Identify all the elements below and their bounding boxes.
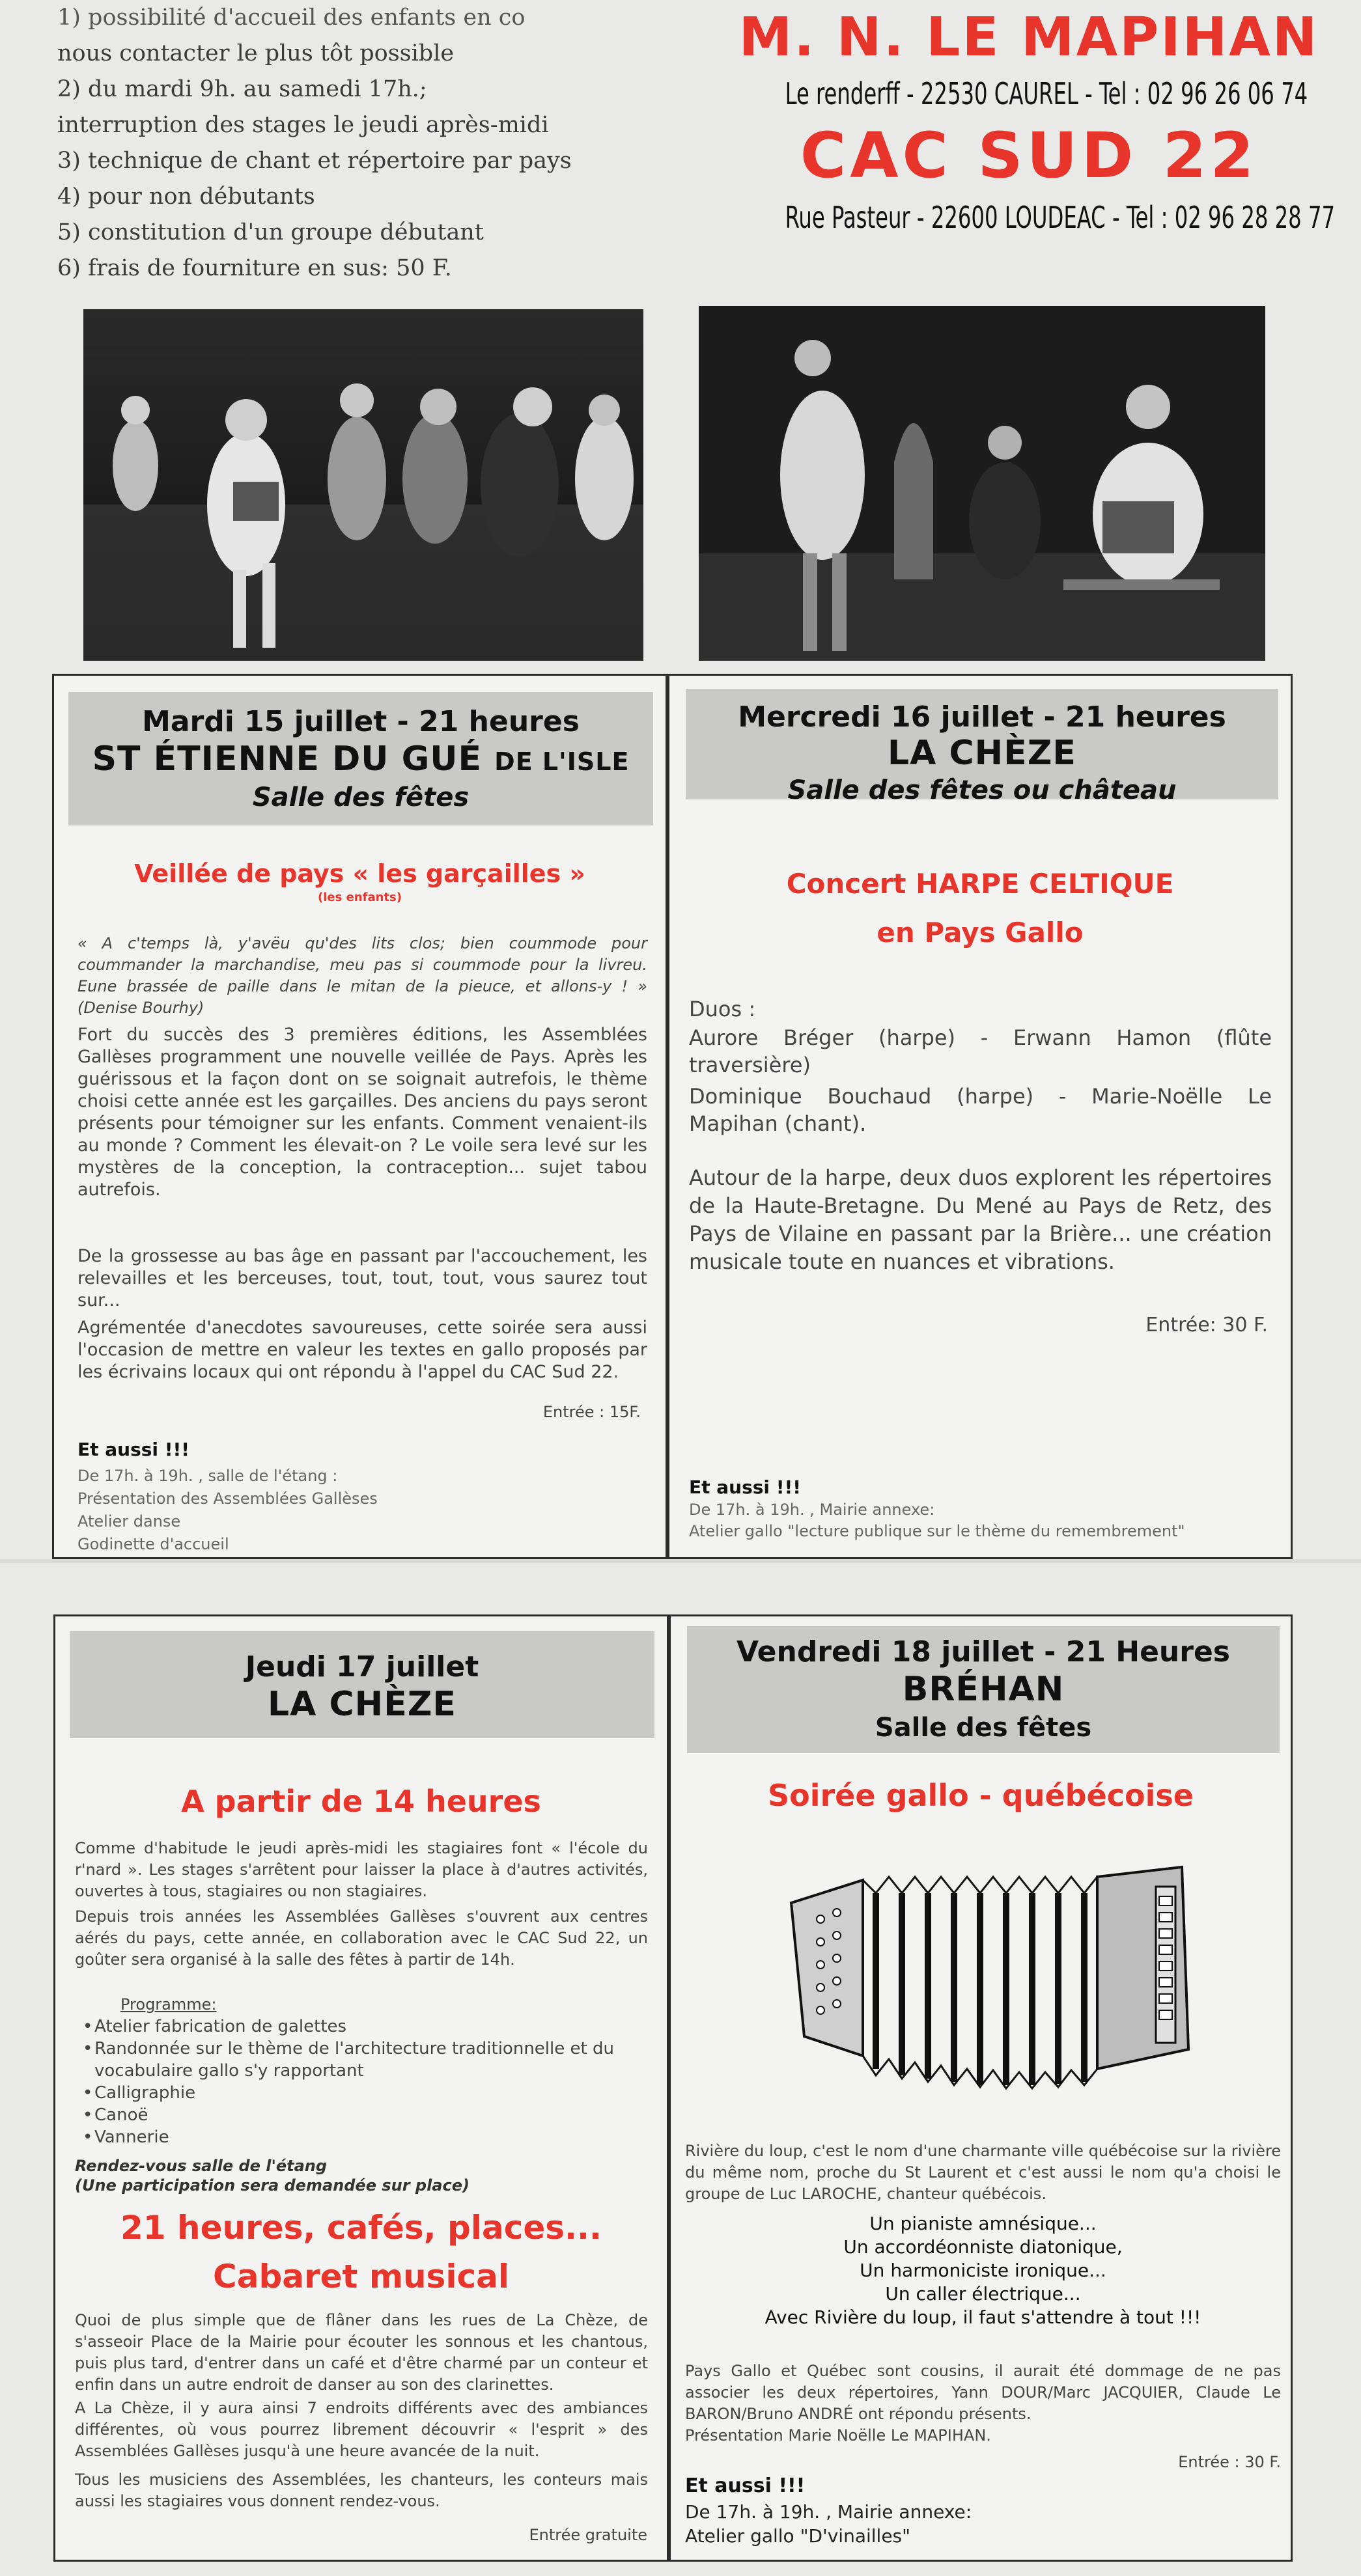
org-name-2: CAC SUD 22: [800, 119, 1258, 192]
list-item: 5) constitution d'un groupe débutant: [57, 219, 484, 245]
paragraph: Agrémentée d'anecdotes savoureuses, cette soirée sera aussi l'occasion de mettre en valeur les textes en gallo proposés par les écrivains locaux qui ont répondu à l'appel du CAC Sud 22.: [77, 1318, 647, 1382]
paragraph: Rivière du loup, c'est le nom d'une charmante ville québécoise sur la rivière du même nom, proche du St Laurent et c'est aussi le nom qu'a choisi le groupe de Luc LAROCHE, chanteur québécois.: [685, 2142, 1281, 2203]
program-item: • Calligraphie: [94, 2082, 648, 2104]
photo-musicians-stage: [699, 306, 1265, 661]
photo-musicians-dancing: [83, 309, 643, 661]
band-line: Un harmoniciste ironique...: [860, 2260, 1106, 2281]
also-heading: Et aussi !!!: [77, 1439, 190, 1460]
program-item: • Atelier fabrication de galettes: [94, 2015, 648, 2038]
also-heading: Et aussi !!!: [685, 2474, 806, 2497]
also-list: [689, 1499, 1282, 1542]
also-item: Atelier gallo "D'vinailles": [685, 2525, 911, 2547]
organizer-header: [716, 5, 1341, 241]
event-title: Veillée de pays « les garçailles »: [134, 859, 585, 888]
paragraph: Comme d'habitude le jeudi après-midi les stagiaires font « l'école du r'nard ». Les stages s'arrêtent pour laisser la place à d'autres activités, ouvertes à tous, stagiaires ou non stagiaires.: [75, 1839, 648, 1900]
list-item: 2) du mardi 9h. au samedi 17h.;: [57, 76, 427, 102]
entry-price: Entrée: 30 F.: [1145, 1314, 1268, 1336]
event-date: Mardi 15 juillet - 21 heures: [142, 705, 580, 738]
event-title-evening: 21 heures, cafés, places...: [120, 2209, 602, 2247]
also-item: De 17h. à 19h. , Mairie annexe:: [685, 2501, 972, 2523]
also-list: [77, 1465, 598, 1556]
program-item: • Vannerie: [94, 2126, 648, 2148]
program-item: • Canoë: [94, 2104, 648, 2126]
event-place: LA CHÈZE: [268, 1685, 456, 1724]
list-item: 4) pour non débutants: [57, 184, 315, 210]
program-item: • Randonnée sur le thème de l'architecture traditionnelle et du vocabulaire gallo s'y rapportant: [94, 2038, 648, 2082]
also-item: De 17h. à 19h. , salle de l'étang :: [77, 1467, 338, 1485]
event-title: Soirée gallo - québécoise: [767, 1778, 1194, 1813]
participation-note: (Une participation sera demandée sur place): [75, 2176, 470, 2195]
event-place: [68, 740, 653, 779]
accordion-illustration: [765, 1841, 1208, 2121]
photo-image: [699, 306, 1265, 661]
place-name: ST ÉTIENNE DU GUÉ: [92, 740, 483, 779]
entry-price: Entrée : 30 F.: [1178, 2453, 1281, 2471]
event-panel-friday: [669, 1614, 1293, 2562]
event-venue: Salle des fêtes: [252, 782, 470, 812]
stage-info-list: [57, 0, 695, 286]
paragraph: Présentation Marie Noëlle Le MAPIHAN.: [685, 2426, 991, 2444]
event-title: A partir de 14 heures: [181, 1784, 541, 1819]
list-item: 6) frais de fourniture en sus: 50 F.: [57, 255, 452, 281]
list-item: interruption des stages le jeudi après-midi: [57, 112, 549, 138]
paragraph: Autour de la harpe, deux duos explorent les répertoires de la Haute-Bretagne. Du Mené au Pays de Retz, des Pays de Vilaine en passant par la Brière... une création musicale toute en nuances et vibrations.: [689, 1165, 1272, 1274]
event-panel-wednesday: [667, 674, 1293, 1559]
event-subtitle-evening: Cabaret musical: [213, 2258, 509, 2295]
band-line: Un accordéonniste diatonique,: [843, 2236, 1123, 2258]
event-date: Vendredi 18 juillet - 21 Heures: [737, 1635, 1230, 1669]
paragraph: A La Chèze, il y aura ainsi 7 endroits différents avec des ambiances différentes, où vous pourrez librement découvrir « l'esprit » des Assemblées Gallèses jusqu'à une heure avancée de la nuit.: [75, 2399, 648, 2460]
paragraph: Tous les musiciens des Assemblées, les chanteurs, les conteurs mais aussi les stagiaires vous donnent rendez-vous.: [75, 2471, 648, 2510]
photo-image: [83, 309, 643, 661]
event-panel-thursday: [53, 1614, 669, 2562]
also-item: Atelier gallo "lecture publique sur le thème du remembrement": [689, 1522, 1185, 1540]
event-date: Jeudi 17 juillet: [245, 1650, 479, 1683]
also-item: Présentation des Assemblées Gallèses: [77, 1489, 378, 1508]
list-item: 1) possibilité d'accueil des enfants en co: [57, 5, 526, 31]
event-venue: Salle des fêtes ou château: [787, 775, 1177, 805]
paragraph: Depuis trois années les Assemblées Gallèses s'ouvrent aux centres aérés du pays, cette année, en collaboration avec le CAC Sud 22, un goûter sera organisé à la salle des fêtes à partir de 14h.: [75, 1907, 648, 1969]
also-item: De 17h. à 19h. , Mairie annexe:: [689, 1501, 935, 1519]
event-venue: Salle des fêtes: [875, 1713, 1092, 1743]
event-subtitle: (les enfants): [318, 891, 402, 904]
paragraph: Pays Gallo et Québec sont cousins, il aurait été dommage de ne pas associer les deux répertoires, Yann DOUR/Marc JACQUIER, Claude Le BARON/Bruno ANDRÉ ont répondu présents.: [685, 2362, 1281, 2423]
paragraph: Fort du succès des 3 premières éditions, les Assemblées Gallèses programment une nouvelle veillée de Pays. Après les guérissous et la façon dont on se soignait autrefois, le thème choisi cette année est les garçailles. Des anciens du pays seront présents pour témoigner sur les enfants. Comment venaient-ils au monde ? Comment les élevait-on ? Le voile sera levé sur les mystères de la conception, la contraception... sujet tabou autrefois.: [77, 1025, 647, 1200]
event-subtitle: en Pays Gallo: [877, 917, 1084, 949]
entry-price: Entrée gratuite: [529, 2526, 647, 2544]
org-name: M. N. LE MAPIHAN: [738, 7, 1319, 68]
duo-line: Aurore Bréger (harpe) - Erwann Hamon (flûte traversière): [689, 1025, 1272, 1077]
event-place: LA CHÈZE: [888, 734, 1076, 773]
band-line: Un caller électrique...: [885, 2283, 1081, 2305]
duos-label: Duos :: [689, 997, 756, 1021]
event-title: Concert HARPE CELTIQUE: [786, 868, 1174, 900]
paragraph: Quoi de plus simple que de flâner dans les rues de La Chèze, de s'asseoir Place de la Mairie pour écouter les sonnous et les chantous, puis plus tard, d'entrer dans un café et d'être charmé par un conteur et enfin dans un autre endroit de danser au son des clarinettes.: [75, 2311, 648, 2394]
event-date: Mercredi 16 juillet - 21 heures: [738, 700, 1226, 734]
quote-text: « A c'temps là, y'avëu qu'des lits clos; bien coummode pour coummander la marchandise, meu pas si coummode pour la livreu. Eune brassée de paille dans le mitan de la pieuce, et allons-y ! » (Denise Bourhy): [77, 934, 647, 1017]
list-item: 3) technique de chant et répertoire par pays: [57, 148, 572, 174]
event-panel-tuesday: [52, 674, 667, 1559]
also-item: Godinette d'accueil: [77, 1535, 229, 1553]
duo-line: Dominique Bouchaud (harpe) - Marie-Noëlle Le Mapihan (chant).: [689, 1084, 1272, 1136]
band-line: Avec Rivière du loup, il faut s'attendre à tout !!!: [765, 2306, 1201, 2328]
event-place: BRÉHAN: [902, 1670, 1065, 1709]
list-item: nous contacter le plus tôt possible: [57, 40, 455, 66]
paragraph: De la grossesse au bas âge en passant par l'accouchement, les relevailles et les berceuses, tout, tout, tout, vous saurez tout sur...: [77, 1246, 647, 1310]
place-suffix: DE L'ISLE: [494, 747, 630, 776]
also-list: [685, 2500, 1271, 2548]
band-lines: [685, 2212, 1281, 2329]
entry-price: Entrée : 15F.: [542, 1403, 641, 1421]
org-address-2: Rue Pasteur - 22600 LOUDEAC - Tel : 02 96 28 28 77: [785, 200, 1336, 235]
org-address: Le renderff - 22530 CAUREL - Tel : 02 96 26 06 74: [785, 76, 1308, 111]
also-heading: Et aussi !!!: [689, 1476, 802, 1498]
rendezvous-note: Rendez-vous salle de l'étang: [75, 2157, 328, 2175]
band-line: Un pianiste amnésique...: [869, 2213, 1097, 2234]
also-item: Atelier danse: [77, 1512, 181, 1530]
program-label: Programme:: [120, 1995, 217, 2014]
program-list: [75, 2015, 648, 2148]
